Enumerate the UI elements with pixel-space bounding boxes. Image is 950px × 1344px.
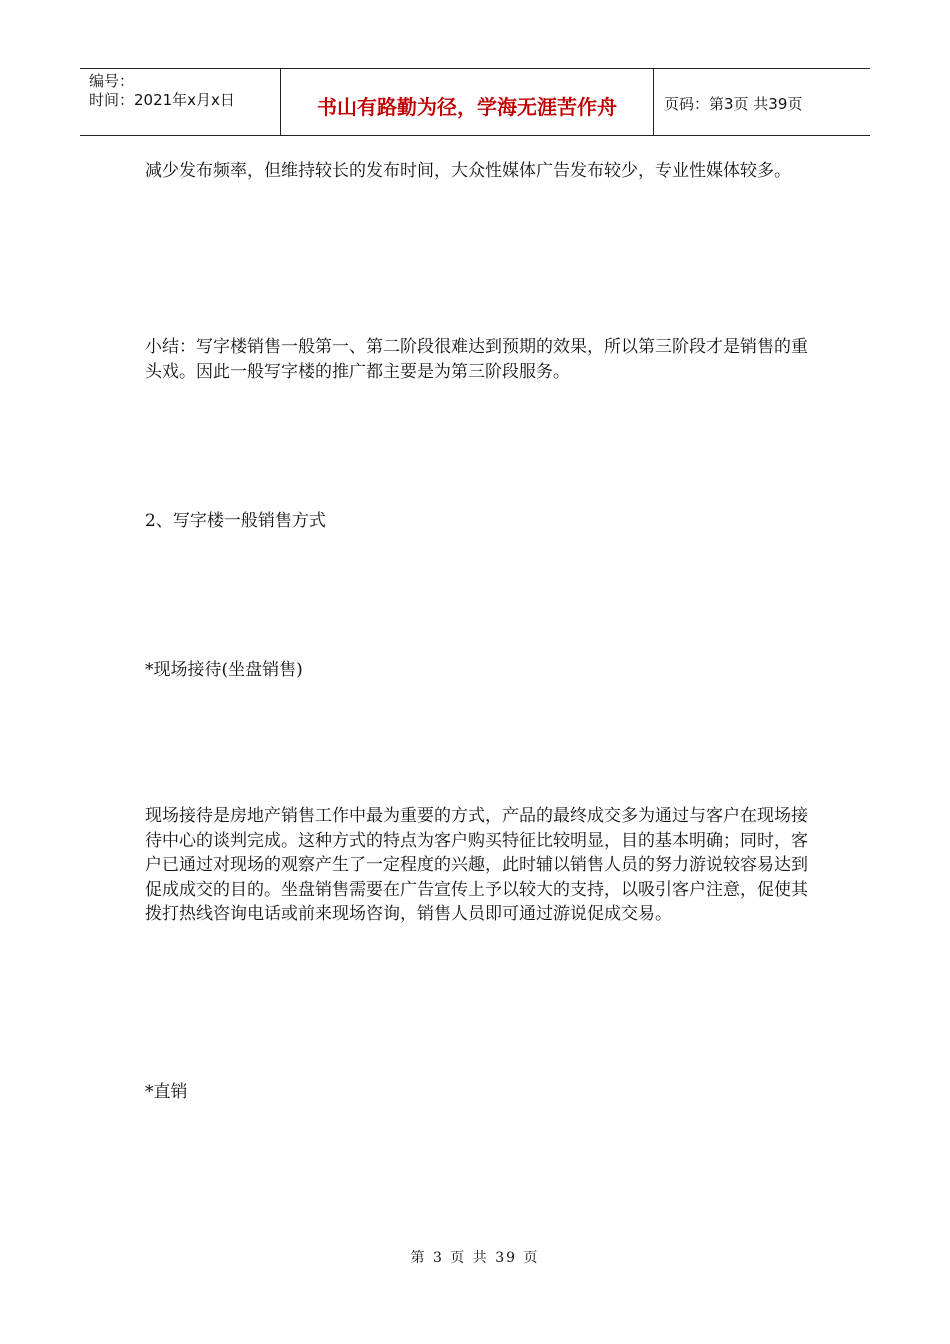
paragraph-onsite: 现场接待是房地产销售工作中最为重要的方式，产品的最终成交多为通过与客户在现场接待中心的谈判完成。这种方式的特点为客户购买特征比较明显，目的基本明确；同时，客户已通过对现场的观察产生了一定程度的兴趣，此时辅以销售人员的努力游说较容易达到促成成交的目的。坐盘销售需要在广告宣传上予以较大的支持，以吸引客户注意，促使其拨打热线咨询电话或前来现场咨询，销售人员即可通过游说促成交易。 bbox=[145, 806, 808, 924]
section-heading: 2、写字楼一般销售方式 bbox=[145, 511, 326, 531]
item-heading-onsite: *现场接待(坐盘销售) bbox=[145, 660, 303, 680]
header-left-cell bbox=[80, 69, 281, 135]
document-header bbox=[80, 68, 870, 136]
header-right-cell bbox=[654, 69, 870, 135]
number-label: 编号： bbox=[89, 72, 135, 90]
motto: 书山有路勤为径，学海无涯苦作舟 bbox=[317, 95, 617, 119]
page-footer: 第 3 页 共 39 页 bbox=[410, 1250, 540, 1266]
item-heading-direct: *直销 bbox=[145, 1082, 188, 1102]
date-label: 时间：2021年x月x日 bbox=[89, 91, 235, 109]
paragraph-summary: 小结：写字楼销售一般第一、第二阶段很难达到预期的效果，所以第三阶段才是销售的重头戏。因此一般写字楼的推广都主要是为第三阶段服务。 bbox=[145, 337, 808, 382]
header-middle-cell bbox=[281, 69, 654, 135]
page-info: 页码：第3页 共39页 bbox=[664, 95, 803, 113]
paragraph-media: 减少发布频率，但维持较长的发布时间，大众性媒体广告发布较少，专业性媒体较多。 bbox=[145, 161, 791, 181]
